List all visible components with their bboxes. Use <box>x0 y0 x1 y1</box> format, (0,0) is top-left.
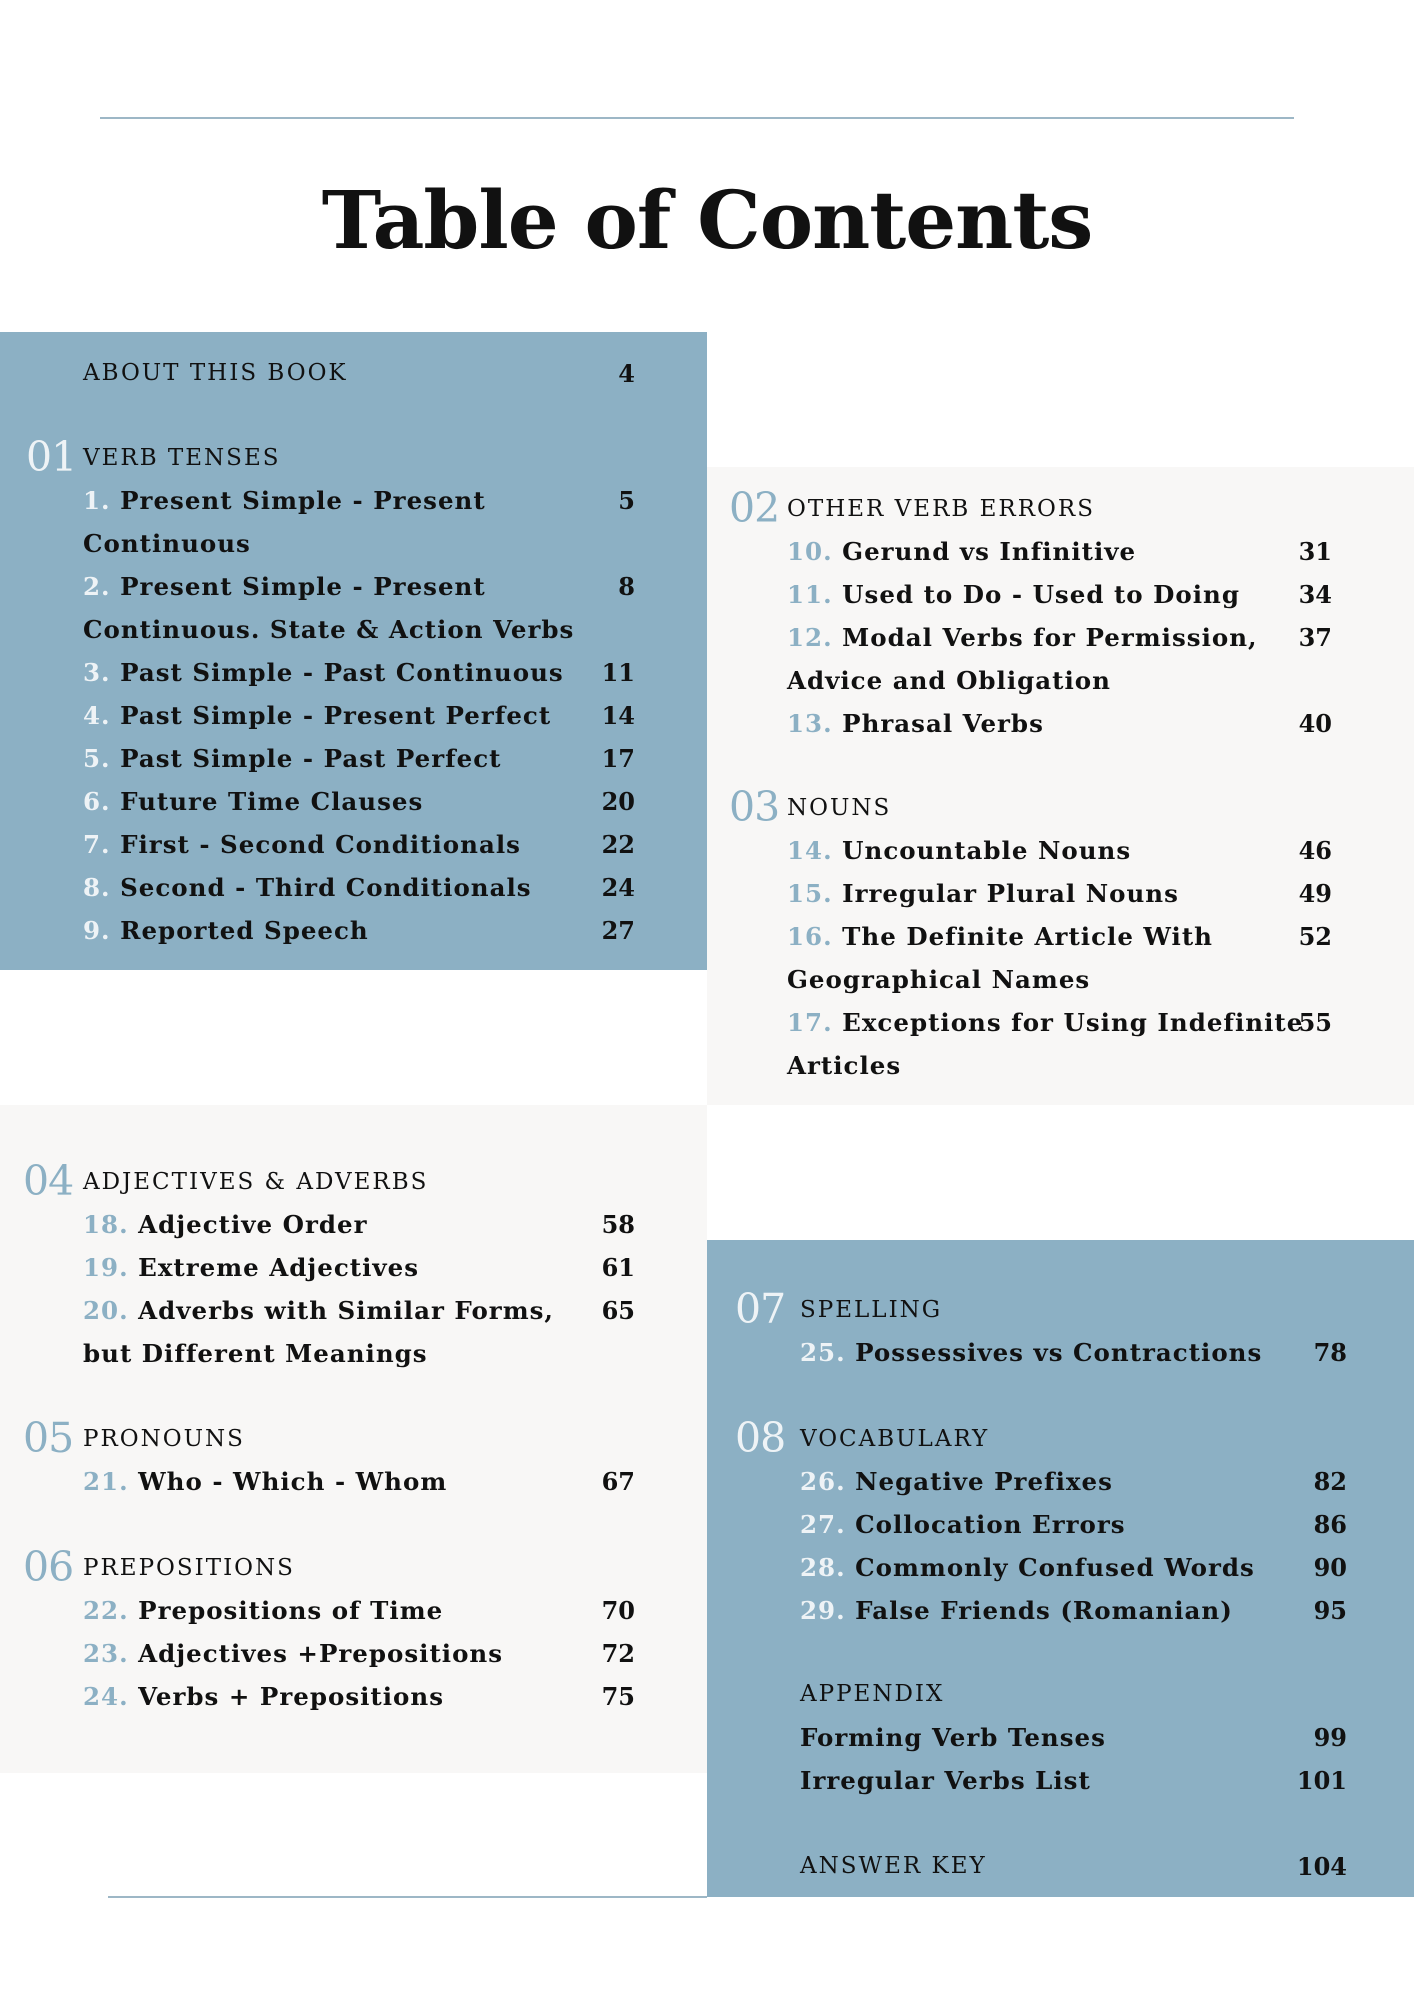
entry-page: 27 <box>601 916 635 945</box>
entry-number: 6. <box>83 787 111 816</box>
toc-entry[interactable] <box>800 1503 1126 1546</box>
entry-title: The Definite Article With <box>842 922 1213 951</box>
entry-page: 20 <box>601 787 635 816</box>
toc-entry[interactable] <box>83 823 521 866</box>
toc-entry[interactable] <box>787 530 1136 573</box>
section-08-label[interactable]: VOCABULARY <box>800 1426 990 1452</box>
toc-entry[interactable] <box>787 915 1213 958</box>
toc-entry[interactable] <box>787 702 1044 745</box>
entry-number: 20. <box>83 1296 129 1325</box>
section-02-label[interactable]: OTHER VERB ERRORS <box>787 496 1095 522</box>
entry-page: 8 <box>618 572 635 601</box>
toc-entry[interactable] <box>787 872 1179 915</box>
entry-title: Extreme Adjectives <box>138 1253 420 1282</box>
entry-page: 14 <box>601 701 635 730</box>
toc-entry[interactable] <box>83 1589 443 1632</box>
block-verb-tenses <box>0 332 707 970</box>
toc-entry[interactable] <box>800 1460 1113 1503</box>
toc-entry[interactable] <box>800 1589 1233 1632</box>
entry-number: 22. <box>83 1596 129 1625</box>
entry-title: Commonly Confused Words <box>855 1553 1255 1582</box>
entry-number: 26. <box>800 1467 846 1496</box>
toc-entry[interactable] <box>83 780 423 823</box>
entry-title: Reported Speech <box>120 916 369 945</box>
entry-number: 14. <box>787 836 833 865</box>
about-label[interactable]: ABOUT THIS BOOK <box>83 360 348 386</box>
entry-number: 16. <box>787 922 833 951</box>
section-02-number: 02 <box>729 484 780 532</box>
entry-title: Adjectives +Prepositions <box>138 1639 504 1668</box>
entry-number: 10. <box>787 537 833 566</box>
entry-page: 52 <box>1298 922 1332 951</box>
entry-title: Uncountable Nouns <box>842 836 1132 865</box>
entry-page: 11 <box>601 658 635 687</box>
entry-number: 3. <box>83 658 111 687</box>
entry-page: 70 <box>601 1596 635 1625</box>
entry-title-continued: Articles <box>787 1051 902 1080</box>
entry-title: Who - Which - Whom <box>138 1467 448 1496</box>
answer-key-label[interactable]: ANSWER KEY <box>800 1853 987 1879</box>
entry-number: 23. <box>83 1639 129 1668</box>
entry-page: 65 <box>601 1296 635 1325</box>
entry-title: Past Simple - Past Continuous <box>120 658 564 687</box>
entry-page: 82 <box>1313 1467 1347 1496</box>
entry-page: 40 <box>1298 709 1332 738</box>
entry-number: 11. <box>787 580 833 609</box>
page-title: Table of Contents <box>321 173 1093 267</box>
entry-page: 31 <box>1298 537 1332 566</box>
toc-entry[interactable] <box>83 1460 447 1503</box>
entry-number: 28. <box>800 1553 846 1582</box>
entry-title: Present Simple - Present <box>120 572 486 601</box>
entry-title: Modal Verbs for Permission, <box>842 623 1258 652</box>
entry-page: 99 <box>1313 1723 1347 1752</box>
toc-entry[interactable] <box>800 1716 1106 1759</box>
toc-entry[interactable] <box>83 651 564 694</box>
entry-title: False Friends (Romanian) <box>855 1596 1233 1625</box>
entry-title: Past Simple - Past Perfect <box>120 744 502 773</box>
section-04-label[interactable]: ADJECTIVES & ADVERBS <box>83 1169 429 1195</box>
section-01-number: 01 <box>26 433 77 481</box>
entry-title: Irregular Plural Nouns <box>842 879 1179 908</box>
section-07-number: 07 <box>735 1285 786 1333</box>
toc-entry[interactable] <box>83 1289 554 1332</box>
about-page: 4 <box>618 359 635 388</box>
entry-page: 46 <box>1298 836 1332 865</box>
entry-title: Second - Third Conditionals <box>120 873 532 902</box>
section-03-label[interactable]: NOUNS <box>787 795 892 821</box>
toc-entry[interactable] <box>800 1546 1255 1589</box>
entry-number: 17. <box>787 1008 833 1037</box>
toc-entry[interactable] <box>787 616 1258 659</box>
toc-entry[interactable] <box>787 1001 1303 1044</box>
entry-page: 90 <box>1313 1553 1347 1582</box>
entry-title: Present Simple - Present <box>120 486 486 515</box>
entry-page: 75 <box>601 1682 635 1711</box>
entry-number: 19. <box>83 1253 129 1282</box>
entry-title: Irregular Verbs List <box>800 1766 1091 1795</box>
entry-title-continued: Advice and Obligation <box>787 666 1111 695</box>
entry-number: 2. <box>83 572 111 601</box>
section-06-number: 06 <box>23 1543 74 1591</box>
entry-title: Gerund vs Infinitive <box>842 537 1137 566</box>
section-05-number: 05 <box>23 1414 74 1462</box>
entry-title-continued: but Different Meanings <box>83 1339 428 1368</box>
entry-page: 61 <box>601 1253 635 1282</box>
entry-number: 5. <box>83 744 111 773</box>
entry-page: 55 <box>1298 1008 1332 1037</box>
entry-number: 29. <box>800 1596 846 1625</box>
entry-page: 78 <box>1313 1338 1347 1367</box>
entry-number: 7. <box>83 830 111 859</box>
entry-page: 37 <box>1298 623 1332 652</box>
entry-page: 101 <box>1296 1766 1347 1795</box>
section-05-label[interactable]: PRONOUNS <box>83 1426 245 1452</box>
entry-title: Used to Do - Used to Doing <box>842 580 1240 609</box>
entry-page: 49 <box>1298 879 1332 908</box>
toc-entry[interactable] <box>800 1759 1091 1802</box>
entry-title: Forming Verb Tenses <box>800 1723 1106 1752</box>
entry-number: 25. <box>800 1338 846 1367</box>
toc-entry[interactable] <box>800 1331 1262 1374</box>
entry-page: 72 <box>601 1639 635 1668</box>
entry-title: Future Time Clauses <box>120 787 424 816</box>
entry-title: Exceptions for Using Indefinite <box>842 1008 1304 1037</box>
entry-title: Negative Prefixes <box>855 1467 1113 1496</box>
block-adjectives-prepositions <box>0 1105 707 1773</box>
entry-number: 8. <box>83 873 111 902</box>
toc-entry[interactable] <box>83 479 486 522</box>
entry-title-continued: Geographical Names <box>787 965 1091 994</box>
entry-page: 24 <box>601 873 635 902</box>
entry-title-continued: Continuous. State & Action Verbs <box>83 615 575 644</box>
toc-entry[interactable] <box>83 694 551 737</box>
entry-number: 24. <box>83 1682 129 1711</box>
entry-number: 12. <box>787 623 833 652</box>
section-03-number: 03 <box>729 783 780 831</box>
section-06-label[interactable]: PREPOSITIONS <box>83 1555 295 1581</box>
section-07-label[interactable]: SPELLING <box>800 1297 943 1323</box>
entry-page: 95 <box>1313 1596 1347 1625</box>
entry-title: Verbs + Prepositions <box>138 1682 444 1711</box>
answer-key-page: 104 <box>1296 1852 1347 1881</box>
top-rule <box>100 117 1294 119</box>
entry-number: 15. <box>787 879 833 908</box>
entry-title: First - Second Conditionals <box>120 830 521 859</box>
toc-entry[interactable] <box>787 573 1240 616</box>
entry-page: 22 <box>601 830 635 859</box>
entry-page: 34 <box>1298 580 1332 609</box>
entry-title-continued: Continuous <box>83 529 251 558</box>
section-01-label[interactable]: VERB TENSES <box>83 445 281 471</box>
toc-entry[interactable] <box>83 1632 503 1675</box>
toc-entry[interactable] <box>83 1675 444 1718</box>
toc-entry[interactable] <box>83 565 486 608</box>
entry-number: 4. <box>83 701 111 730</box>
entry-number: 21. <box>83 1467 129 1496</box>
block-spelling-vocabulary <box>707 1240 1414 1897</box>
entry-title: Prepositions of Time <box>138 1596 444 1625</box>
entry-title: Collocation Errors <box>855 1510 1126 1539</box>
entry-number: 18. <box>83 1210 129 1239</box>
entry-number: 1. <box>83 486 111 515</box>
toc-entry[interactable] <box>83 1246 419 1289</box>
entry-title: Adverbs with Similar Forms, <box>138 1296 554 1325</box>
entry-number: 13. <box>787 709 833 738</box>
toc-entry[interactable] <box>787 829 1131 872</box>
entry-title: Adjective Order <box>138 1210 368 1239</box>
section-08-number: 08 <box>735 1414 786 1462</box>
toc-entry[interactable] <box>83 737 501 780</box>
toc-entry[interactable] <box>83 866 532 909</box>
entry-page: 17 <box>601 744 635 773</box>
appendix-label[interactable]: APPENDIX <box>800 1681 945 1707</box>
toc-entry[interactable] <box>83 909 369 952</box>
entry-page: 58 <box>601 1210 635 1239</box>
entry-page: 5 <box>618 486 635 515</box>
block-verbs-nouns <box>707 467 1414 1105</box>
entry-title: Past Simple - Present Perfect <box>120 701 552 730</box>
entry-page: 86 <box>1313 1510 1347 1539</box>
entry-title: Possessives vs Contractions <box>855 1338 1263 1367</box>
entry-page: 67 <box>601 1467 635 1496</box>
toc-entry[interactable] <box>83 1203 368 1246</box>
entry-title: Phrasal Verbs <box>842 709 1044 738</box>
section-04-number: 04 <box>23 1157 74 1205</box>
bottom-rule <box>108 1896 707 1898</box>
entry-number: 9. <box>83 916 111 945</box>
entry-number: 27. <box>800 1510 846 1539</box>
